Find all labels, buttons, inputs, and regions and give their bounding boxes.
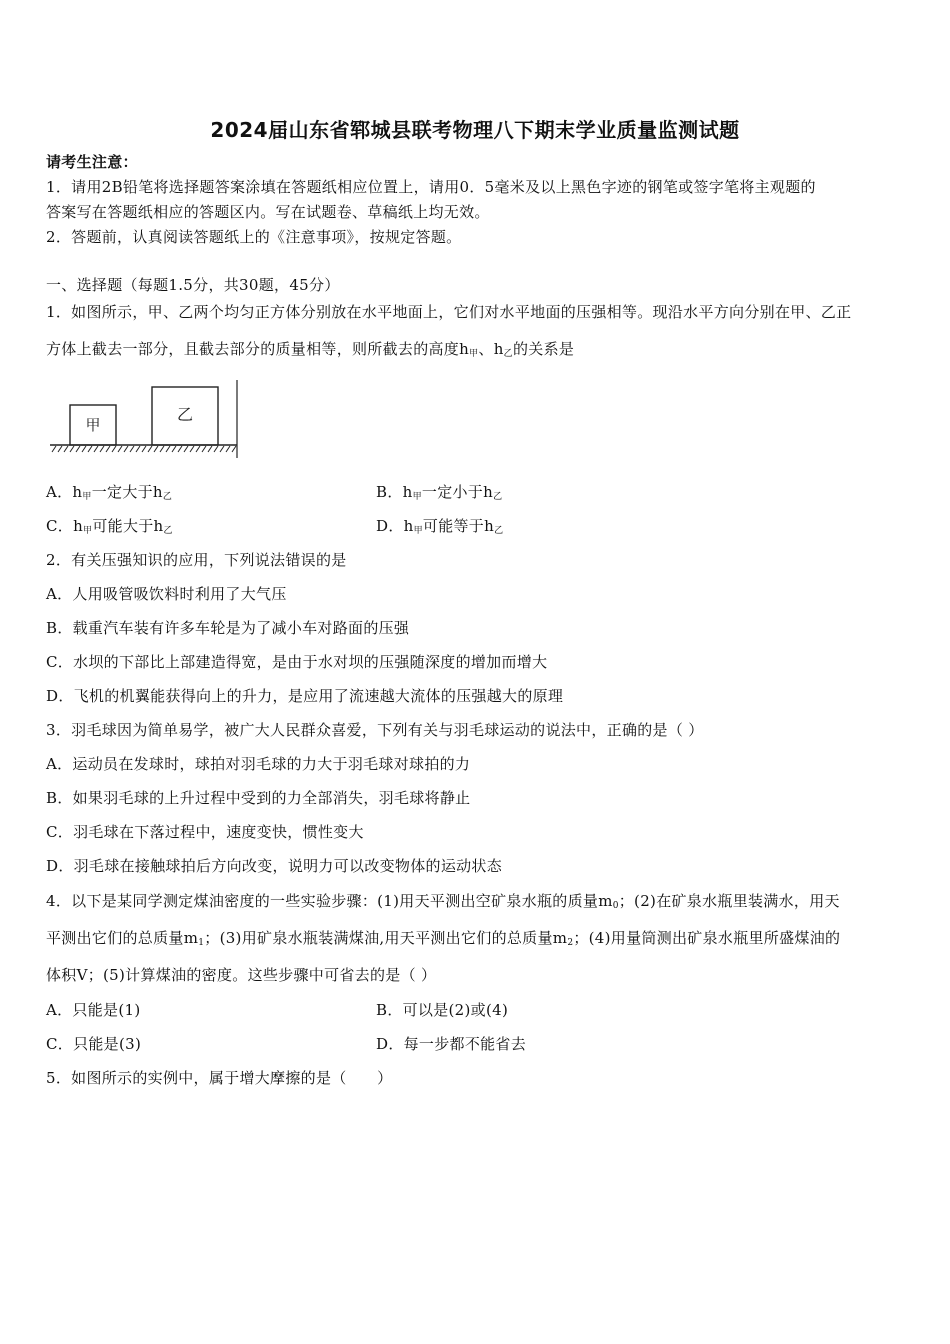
q1-stem-line-2: 方体上截去一部分，且截去部分的质量相等，则所截去的高度$h_甲$、$h_乙$的关系是 [46,340,575,359]
q1-option-d: D．$h_甲$可能等于$h_乙$ [376,517,504,536]
q4-option-c: C．只能是(3) [46,1035,142,1053]
cube-jia-label: 甲 [85,416,101,434]
q4-option-b: B．可以是(2)或(4) [376,1001,509,1019]
q2-stem: 2．有关压强知识的应用，下列说法错误的是 [46,551,347,569]
q2-option-c: C．水坝的下部比上部建造得宽，是由于水对坝的压强随深度的增加而增大 [46,653,548,671]
q4-stem-line-3: 体积V；(5)计算煤油的密度。这些步骤中可省去的是（ ） [46,966,437,984]
notice-line-1b: 答案写在答题纸相应的答题区内。写在试题卷、草稿纸上均无效。 [46,203,490,221]
q3-option-b: B．如果羽毛球的上升过程中受到的力全部消失，羽毛球将静止 [46,789,471,807]
q4-option-d: D．每一步都不能省去 [376,1035,527,1053]
figure-ground-hatching [52,446,236,452]
section-heading: 一、选择题（每题1.5分，共30题，45分） [46,276,340,294]
q4-stem-line-2: 平测出它们的总质量$m_1$；(3)用矿泉水瓶装满煤油,用天平测出它们的总质量$m_2$；(4)用量筒测出矿泉水瓶里所盛煤油的 [46,929,841,948]
q2-option-b: B．载重汽车装有许多车轮是为了减小车对路面的压强 [46,619,410,637]
q3-option-c: C．羽毛球在下落过程中，速度变快，惯性变大 [46,823,364,841]
q1-stem-line-1: 1．如图所示，甲、乙两个均匀正方体分别放在水平地面上，它们对水平地面的压强相等。现沿水平方向分别在甲、乙正 [46,303,852,321]
q4-stem-line-1: 4．以下是某同学测定煤油密度的一些实验步骤：(1)用天平测出空矿泉水瓶的质量$m_0$；(2)在矿泉水瓶里装满水，用天 [46,892,840,911]
notice-line-2: 2．答题前，认真阅读答题纸上的《注意事项》，按规定答题。 [46,228,462,246]
q3-option-d: D．羽毛球在接触球拍后方向改变，说明力可以改变物体的运动状态 [46,857,503,875]
page-title: 2024届山东省郓城县联考物理八下期末学业质量监测试题 [210,118,740,142]
q4-option-a: A．只能是(1) [46,1001,141,1019]
notice-line-1a: 1．请用2B铅笔将选择题答案涂填在答题纸相应位置上，请用0．5毫米及以上黑色字迹的钢笔或签字笔将主观题的 [46,178,816,196]
q2-option-a: A．人用吸管吸饮料时利用了大气压 [46,585,287,603]
q1-option-c: C．$h_甲$可能大于$h_乙$ [46,517,173,536]
q3-stem: 3．羽毛球因为简单易学，被广大人民群众喜爱，下列有关与羽毛球运动的说法中，正确的是（ ） [46,721,704,739]
cube-yi-label: 乙 [176,405,194,424]
notice-heading: 请考生注意： [46,153,138,171]
q2-option-d: D．飞机的机翼能获得向上的升力，是应用了流速越大流体的压强越大的原理 [46,687,564,705]
q1-cubes-figure [46,378,246,462]
q1-option-b: B．$h_甲$一定小于$h_乙$ [376,483,503,502]
q5-stem: 5．如图所示的实例中，属于增大摩擦的是（ ） [46,1069,393,1087]
q3-option-a: A．运动员在发球时，球拍对羽毛球的力大于羽毛球对球拍的力 [46,755,471,773]
q1-option-a: A．$h_甲$一定大于$h_乙$ [46,483,173,502]
